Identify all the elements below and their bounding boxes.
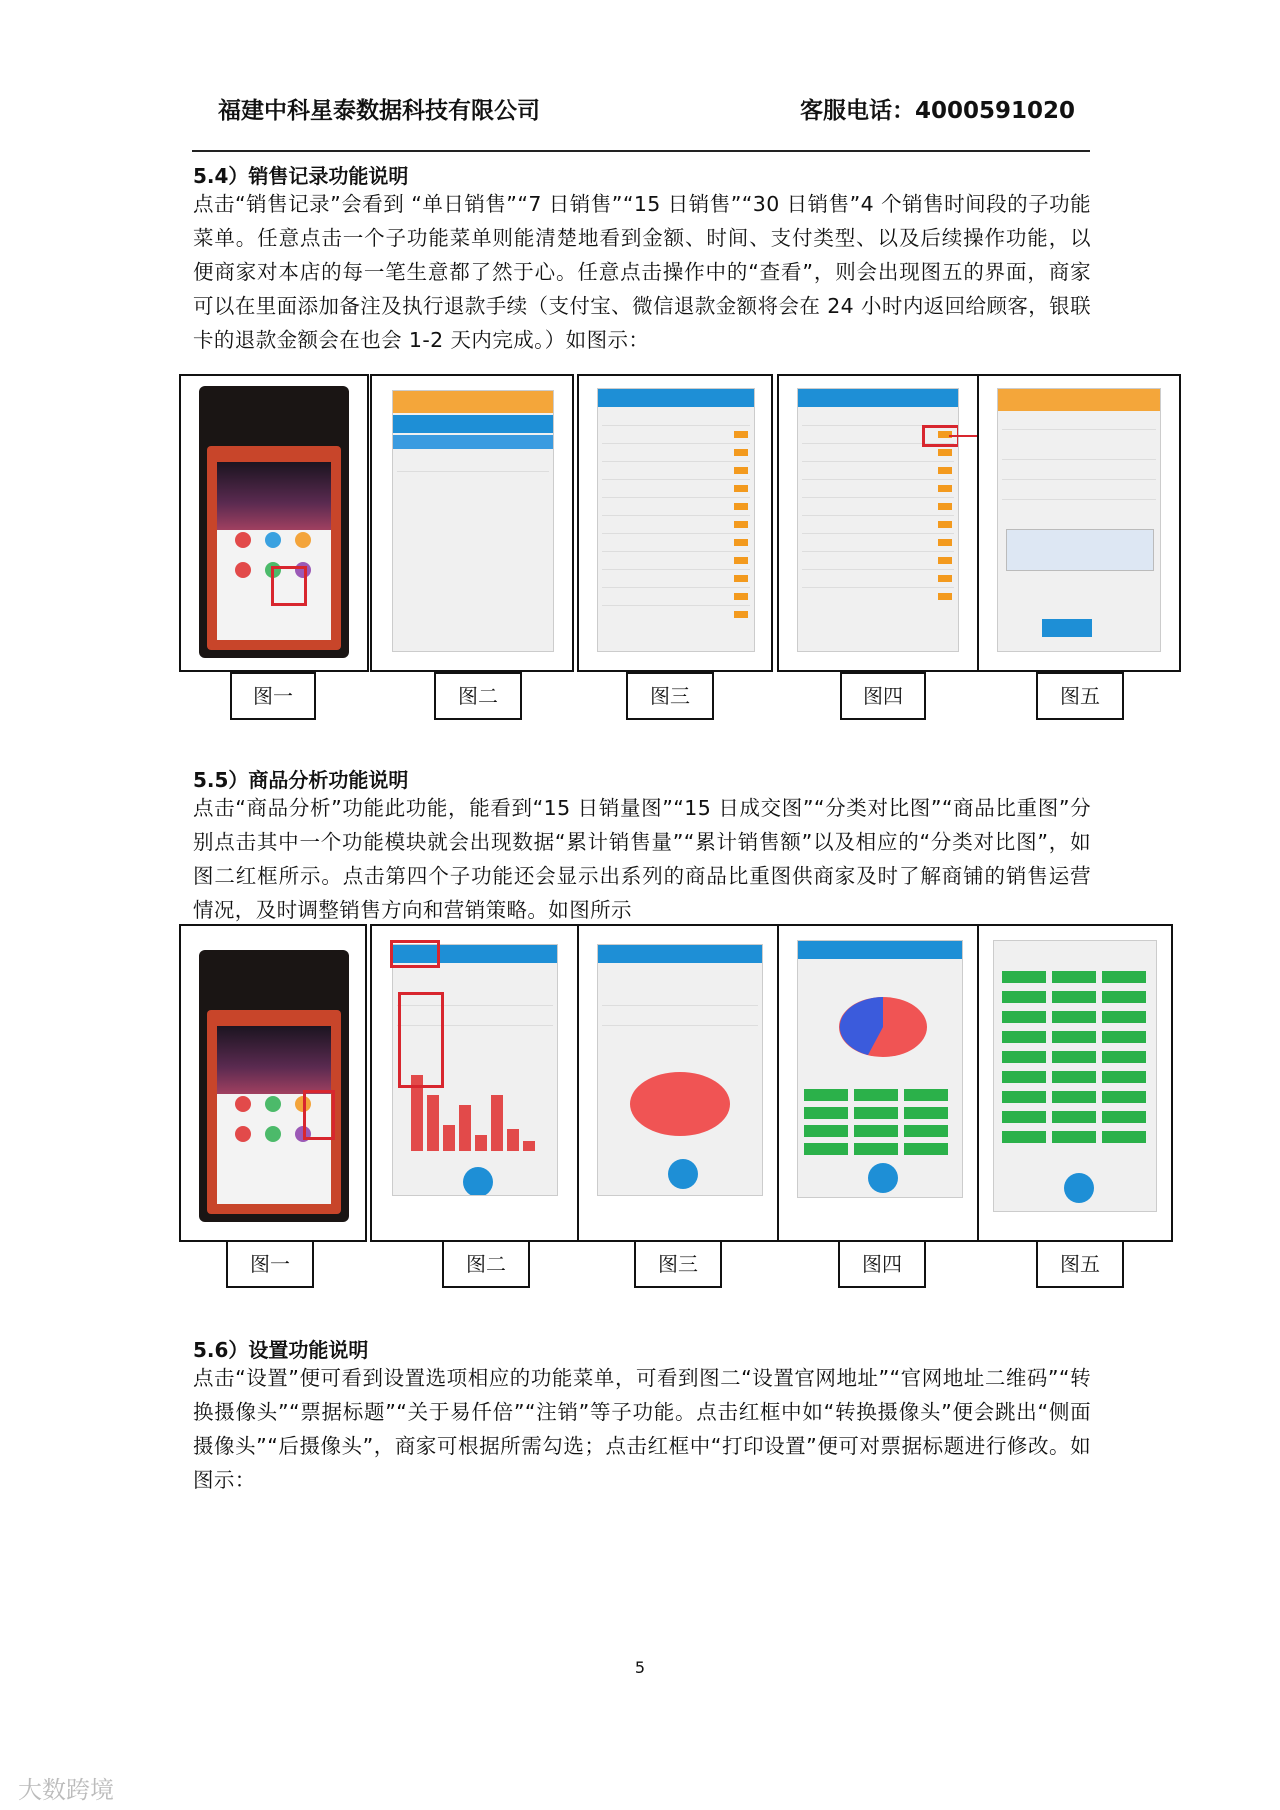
section-title: 5.5）商品分析功能说明: [193, 768, 409, 792]
app-screen-list: [797, 388, 959, 652]
app-screen-empty: [392, 390, 554, 652]
figure-panel: [777, 924, 983, 1242]
figure-caption: 图二: [442, 1240, 530, 1288]
pos-device-image: [199, 950, 349, 1222]
hotline: 客服电话：4000591020: [800, 98, 1076, 124]
figure-caption: 图五: [1036, 672, 1124, 720]
figure-caption: 图一: [226, 1240, 314, 1288]
figure-panel: [179, 374, 369, 672]
app-screen-category: [797, 940, 963, 1198]
figure-panel: [977, 374, 1181, 672]
section-title: 5.4）销售记录功能说明: [193, 164, 409, 188]
highlight-box: [271, 566, 307, 606]
page-number: 5: [634, 1658, 646, 1677]
app-screen-list: [597, 388, 755, 652]
section-text: 点击“设置”便可看到设置选项相应的功能菜单，可看到图二“设置官网地址”“官网地址二维码”“转换摄像头”“票据标题”“关于易仟倍”“注销”等子功能。点击红框中如“转换摄像头”便会跳出“侧面摄像头”“后摄像头”，商家可根据所需勾选；点击红框中“打印设置”便可对票据标题进行修改。如图示：: [193, 1366, 1091, 1492]
figure-panel: [777, 374, 981, 672]
pos-device-image: [199, 386, 349, 658]
watermark: 大数跨境: [18, 1776, 114, 1804]
figure-caption: 图五: [1036, 1240, 1124, 1288]
figure-caption: 图四: [840, 672, 926, 720]
section-text: 点击“商品分析”功能此功能，能看到“15 日销量图”“15 日成交图”“分类对比图”“商品比重图”分别点击其中一个功能模块就会出现数据“累计销售量”“累计销售额”以及相应的“分类对比图”，如图二红框所示。点击第四个子功能还会显示出系列的商品比重图供商家及时了解商铺的销售运营情况，及时调整销售方向和营销策略。如图所示: [193, 796, 1091, 922]
highlight-box: [303, 1090, 335, 1140]
pie-chart-thumbnail: [838, 995, 928, 1059]
figure-panel: [977, 924, 1173, 1242]
figure-panel: [577, 374, 773, 672]
figure-caption: 图三: [626, 672, 714, 720]
figure-caption: 图一: [230, 672, 316, 720]
figure-caption: 图三: [634, 1240, 722, 1288]
figure-panel: [370, 374, 574, 672]
section-title: 5.6）设置功能说明: [193, 1338, 369, 1362]
figure-panel: [370, 924, 580, 1242]
figure-panel: [179, 924, 367, 1242]
highlight-box: [390, 940, 440, 968]
figure-caption: 图二: [434, 672, 522, 720]
company-name: 福建中科星泰数据科技有限公司: [218, 98, 540, 124]
app-screen-weights: [993, 940, 1157, 1212]
section-text: 点击“销售记录”会看到 “单日销售”“7 日销售”“15 日销售”“30 日销售”4 个销售时间段的子功能菜单。任意点击一个子功能菜单则能清楚地看到金额、时间、支付类型、以及后续操作功能，以便商家对本店的每一笔生意都了然于心。任意点击操作中的“查看”，则会出现图五的界面，商家可以在里面添加备注及执行退款手续（支付宝、微信退款金额将会在 24 小时内返回给顾客，银联卡的退款金额会在也会 1-2 天内完成。）如图示：: [193, 192, 1091, 352]
highlight-box: [398, 992, 444, 1088]
app-screen-pie: [597, 944, 763, 1196]
app-screen-detail: [997, 388, 1161, 652]
figure-panel: [577, 924, 783, 1242]
pie-chart-thumbnail: [628, 1069, 732, 1139]
header-rule: [192, 150, 1090, 152]
figure-caption: 图四: [838, 1240, 926, 1288]
